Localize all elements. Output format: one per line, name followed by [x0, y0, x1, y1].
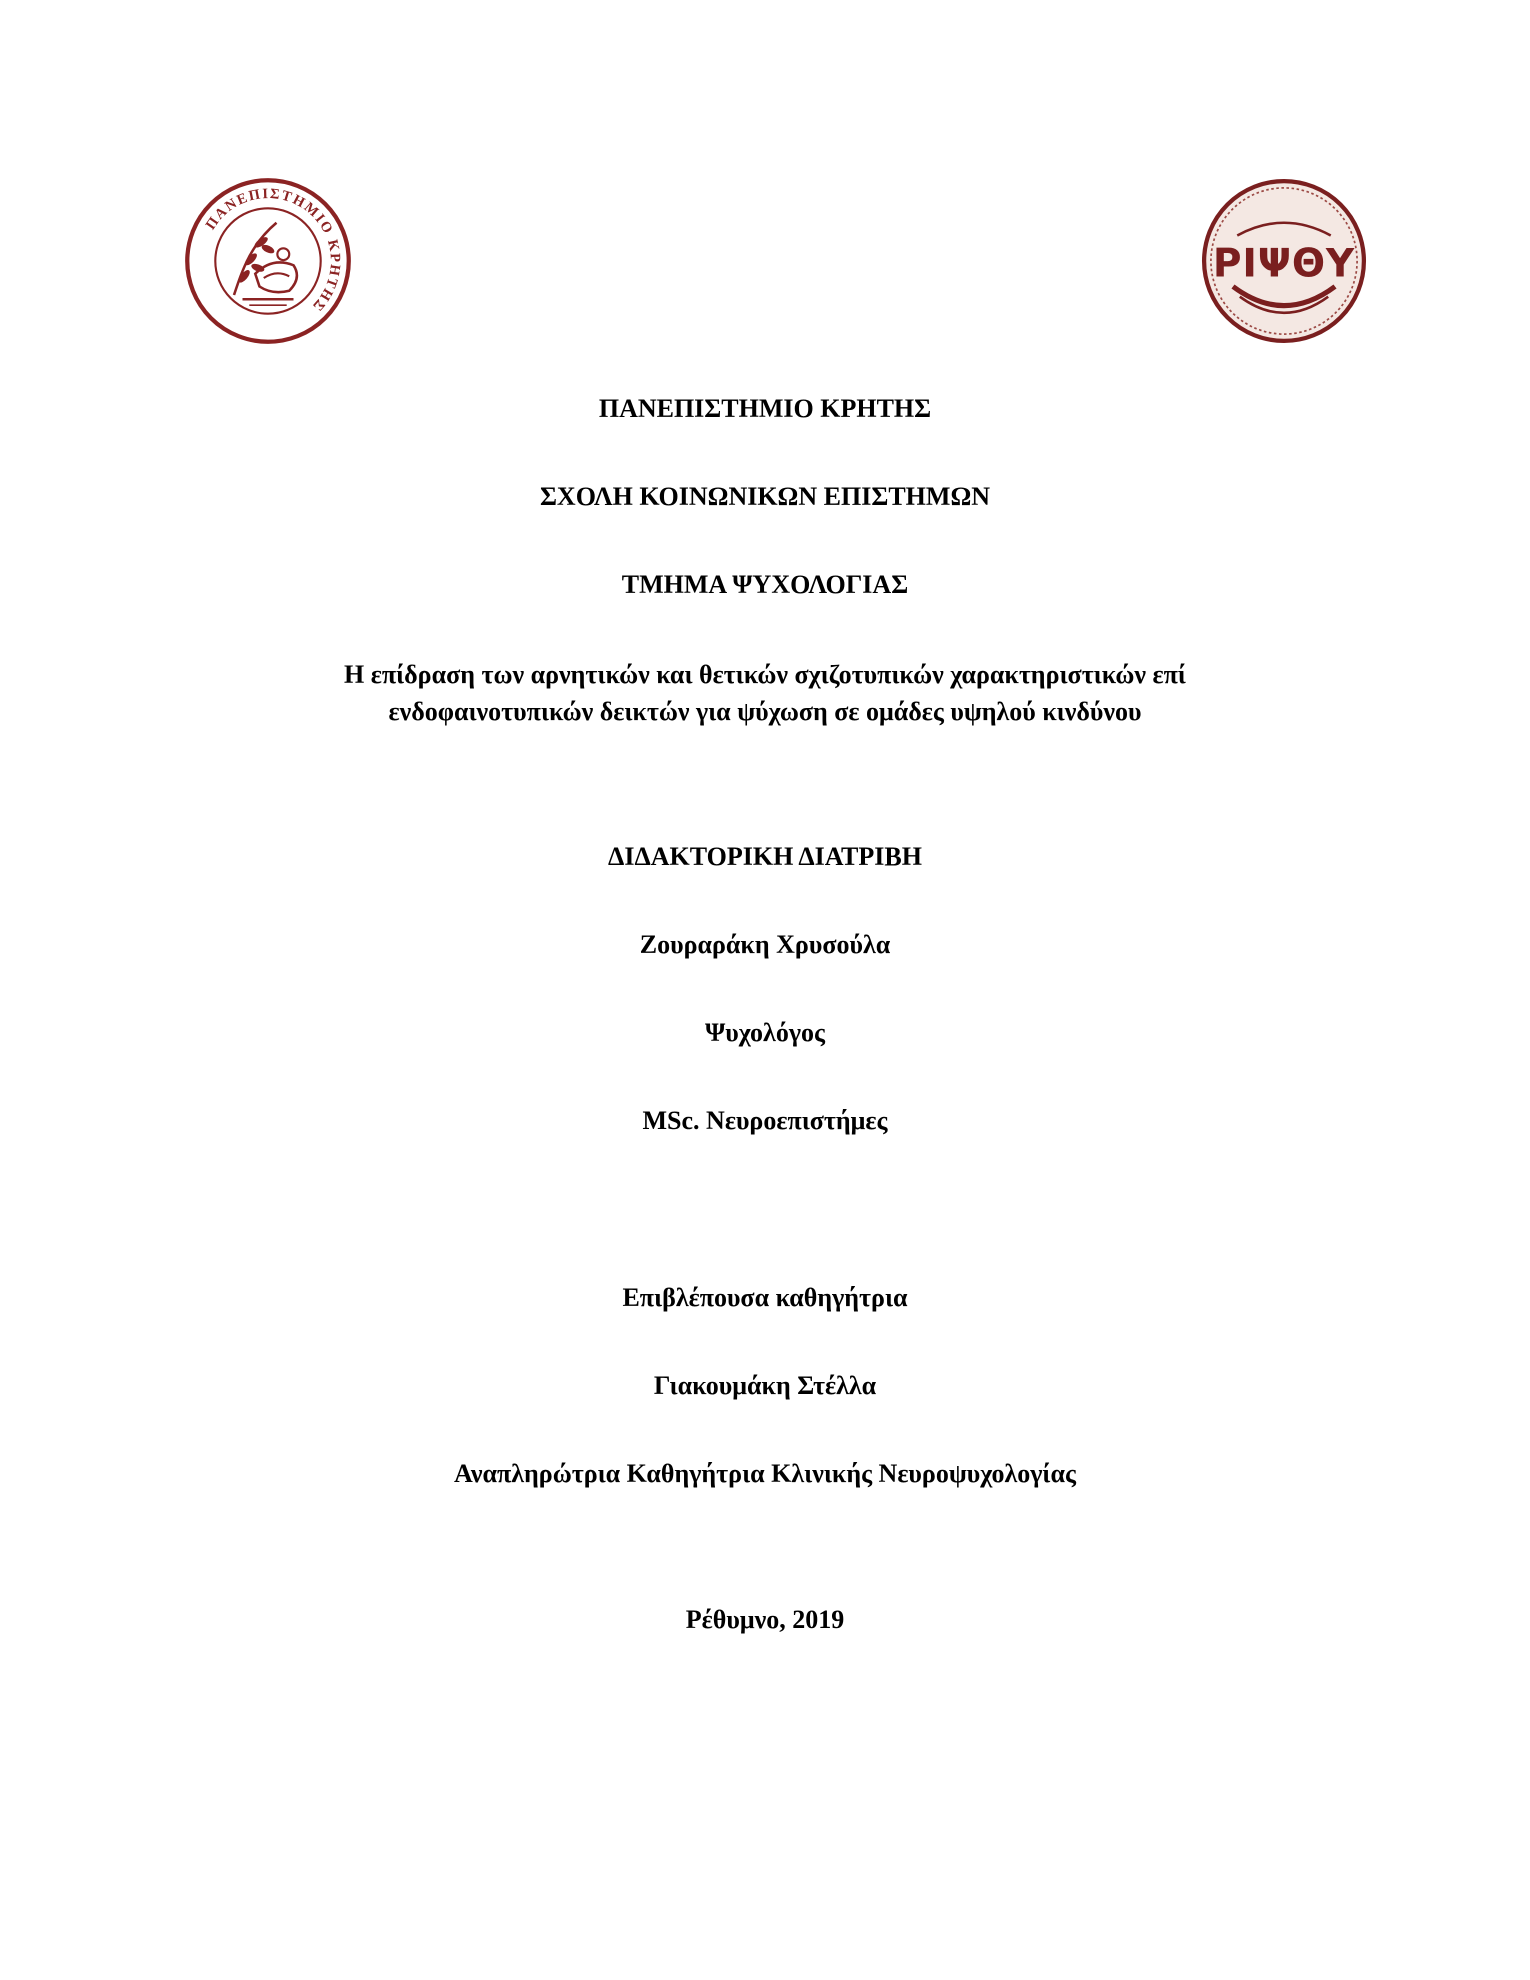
university-seal-graphic	[183, 176, 353, 346]
supervisor-label: Επιβλέπουσα καθηγήτρια	[622, 1283, 908, 1312]
thesis-title	[0, 656, 1530, 730]
author-profession: Ψυχολόγος	[705, 1018, 825, 1047]
supervisor-name: Γιακουμάκη Στέλλα	[653, 1371, 877, 1400]
school-name: ΣΧΟΛΗ ΚΟΙΝΩΝΙΚΩΝ ΕΠΙΣΤΗΜΩΝ	[539, 482, 991, 511]
thesis-title-line-1: Η επίδραση των αρνητικών και θετικών σχιζοτυπικών χαρακτηριστικών επί	[344, 660, 1186, 689]
author-name: Ζουραράκη Χρυσούλα	[639, 930, 891, 959]
rithymna-coin-seal-icon	[1199, 176, 1369, 346]
author-degree: MSc. Νευροεπιστήμες	[642, 1106, 888, 1135]
thesis-title-line-2: ενδοφαινοτυπικών δεικτών για ψύχωση σε ομάδες υψηλού κινδύνου	[388, 697, 1142, 726]
thesis-type: ΔΙΔΑΚΤΟΡΙΚΗ ΔΙΑΤΡΙΒΗ	[608, 842, 922, 871]
university-of-crete-seal-icon	[183, 176, 353, 346]
supervisor-title: Αναπληρώτρια Καθηγήτρια Κλινικής Νευροψυχολογίας	[454, 1459, 1076, 1488]
university-name: ΠΑΝΕΠΙΣΤΗΜΙΟ ΚΡΗΤΗΣ	[598, 394, 932, 423]
coin-center-text: ΡΙΨΘΥ	[1212, 241, 1356, 287]
place-date: Ρέθυμνο, 2019	[685, 1605, 845, 1634]
seal-ring-text: ΠΑΝΕΠΙΣΤΗΜΙΟ ΚΡΗΤΗΣ	[202, 185, 344, 315]
coin-seal-graphic	[1199, 176, 1369, 346]
department-name: ΤΜΗΜΑ ΨΥΧΟΛΟΓΙΑΣ	[621, 570, 909, 599]
